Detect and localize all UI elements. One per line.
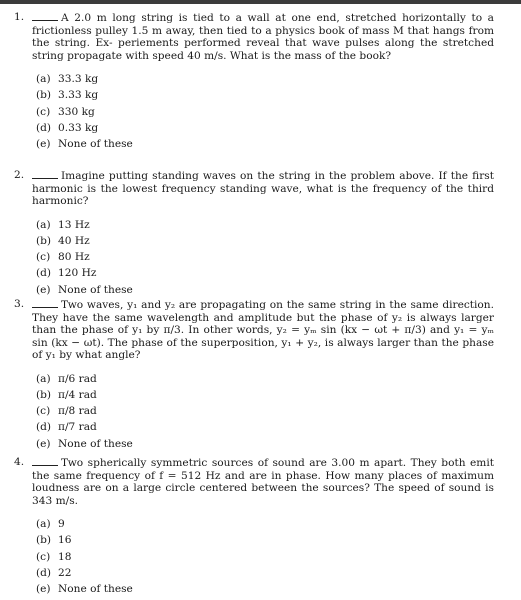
choice-a[interactable]	[36, 217, 494, 233]
choice-label: (b)	[36, 89, 52, 102]
choice-text: 0.33 kg	[58, 121, 99, 134]
choice-label: (c)	[36, 550, 51, 563]
choice-a[interactable]	[36, 71, 494, 87]
choice-text: 33.3 kg	[58, 73, 99, 85]
choice-label: (c)	[36, 105, 51, 118]
question-text-block	[32, 298, 494, 362]
choice-list	[36, 371, 494, 452]
choice-c[interactable]	[36, 249, 494, 265]
question-4	[14, 456, 494, 597]
choice-c[interactable]	[36, 104, 494, 120]
choice-text: None of these	[58, 283, 133, 296]
question-1	[14, 11, 494, 152]
choice-text: 16	[58, 534, 72, 547]
choice-e[interactable]	[36, 136, 494, 152]
choice-label: (e)	[36, 583, 51, 596]
choice-list	[36, 516, 494, 597]
choice-text: None of these	[58, 583, 133, 596]
choice-text: 330 kg	[58, 105, 95, 118]
choice-label: (a)	[36, 218, 51, 231]
choice-c[interactable]	[36, 403, 494, 419]
question-text-block	[32, 11, 494, 62]
question-text-block	[32, 456, 494, 507]
choice-text: 120 Hz	[58, 267, 97, 280]
choice-label: (d)	[36, 421, 52, 434]
choice-label: (a)	[36, 518, 51, 530]
choice-text: None of these	[58, 437, 133, 450]
question-number: 2.	[14, 169, 25, 181]
choice-c[interactable]	[36, 549, 494, 565]
choice-label: (b)	[36, 534, 52, 547]
choice-label: (e)	[36, 138, 51, 151]
choice-label: (d)	[36, 121, 52, 134]
choice-b[interactable]	[36, 233, 494, 249]
choice-e[interactable]	[36, 436, 494, 452]
choice-label: (b)	[36, 234, 52, 247]
choice-label: (c)	[36, 405, 51, 418]
question-text-block	[32, 169, 494, 208]
choice-text: None of these	[58, 138, 133, 151]
choice-d[interactable]	[36, 419, 494, 435]
answer-blank[interactable]	[32, 11, 58, 21]
question-3	[14, 298, 494, 452]
choice-list	[36, 217, 494, 298]
choice-text: π/4 rad	[58, 388, 97, 401]
choice-text: 3.33 kg	[58, 89, 99, 102]
choice-label: (e)	[36, 283, 51, 296]
choice-text: π/6 rad	[58, 372, 97, 385]
choice-text: π/8 rad	[58, 405, 97, 418]
answer-blank[interactable]	[32, 298, 58, 308]
choice-label: (c)	[36, 251, 51, 264]
choice-list	[36, 71, 494, 152]
choice-label: (d)	[36, 267, 52, 280]
choice-b[interactable]	[36, 532, 494, 548]
choice-text: 22	[58, 566, 72, 579]
choice-b[interactable]	[36, 87, 494, 103]
choice-label: (d)	[36, 566, 52, 579]
choice-a[interactable]	[36, 516, 494, 532]
question-text: Imagine putting standing waves on the string in the problem above. If the first harmonic is the lowest frequency standing wave, what is the frequency of the third harmonic?	[32, 170, 494, 207]
choice-b[interactable]	[36, 387, 494, 403]
choice-text: 40 Hz	[58, 234, 90, 247]
choice-d[interactable]	[36, 565, 494, 581]
question-text: Two waves, y₁ and y₂ are propagating on the same string in the same direction. They have the same wavelength and amplitude but the phase of y₂ is always larger than the phase of y₁ by π/3. In other words, y₂ = yₘ sin (kx − ωt + π/3) and y₁ = yₘ sin (kx − ωt). The phase of the superposition, y₁ + y₂, is always larger than the phase of y₁ by what angle?	[32, 299, 494, 361]
question-text: Two spherically symmetric sources of sound are 3.00 m apart. They both emit the same frequency of f = 512 Hz and are in phase. How many places of maximum loudness are on a large circle centered between the sources? The speed of sound is 343 m/s.	[32, 457, 494, 507]
choice-e[interactable]	[36, 282, 494, 298]
top-border	[0, 0, 521, 4]
question-text: A 2.0 m long string is tied to a wall at one end, stretched horizontally to a frictionless pulley 1.5 m away, then tied to a physics book of mass M that hangs from the string. Ex- periements performed reveal that wave pulses along the stretched string propagate with speed 40 m/s. What is the mass of the book?	[32, 12, 494, 62]
choice-e[interactable]	[36, 581, 494, 597]
choice-text: 80 Hz	[58, 251, 90, 264]
choice-label: (a)	[36, 73, 51, 85]
question-number: 3.	[14, 298, 25, 310]
choice-a[interactable]	[36, 371, 494, 387]
question-number: 4.	[14, 456, 25, 468]
choice-text: 13 Hz	[58, 218, 90, 231]
answer-blank[interactable]	[32, 169, 58, 179]
question-number: 1.	[14, 11, 25, 23]
question-2	[14, 169, 494, 298]
choice-d[interactable]	[36, 265, 494, 281]
answer-blank[interactable]	[32, 456, 58, 466]
choice-label: (e)	[36, 437, 51, 450]
choice-text: 9	[58, 518, 65, 530]
choice-d[interactable]	[36, 120, 494, 136]
choice-label: (a)	[36, 372, 51, 385]
choice-text: 18	[58, 550, 72, 563]
choice-text: π/7 rad	[58, 421, 97, 434]
choice-label: (b)	[36, 388, 52, 401]
